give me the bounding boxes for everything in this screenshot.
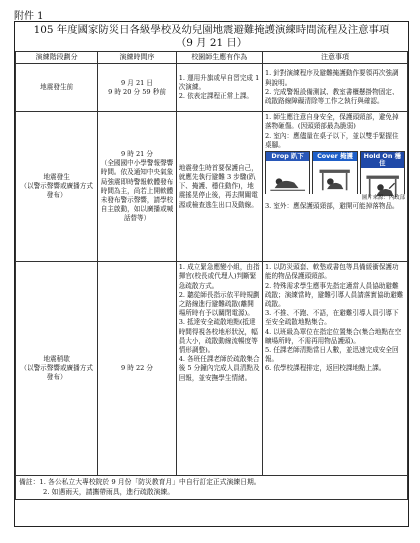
note-item: 6. 依學校課程排定，返回校課地點上課。 xyxy=(264,364,386,373)
table-header-row xyxy=(16,52,408,64)
remarks-cell xyxy=(16,476,408,500)
time-cell: 9 時 22 分 xyxy=(98,262,176,476)
actions-cell: 地震發生時首要保護自己，就應先執行避難 3 步驟(趴下、掩護、穩住動作)，地震搖晃停止後，再去開關電源或檢查逃生出口及動線。 xyxy=(176,112,262,262)
drop-cover-hold-illustration xyxy=(265,151,405,194)
actions-cell: 1. 成立緊急應變小組，由指揮官(校長或代理人)判斷緊急疏散方式。 2. 聽從師長指示依平時規劃之路線進行避難疏散(離開場所時有予以關閉電源)。 3. 抵達安全疏散地點(抵達時間得視各校地形狀況，幅員大小，疏散動線流暢度等情形調整)。 4. 各班任課老師於疏散集合後 5 分鐘內完成人員清點及回報，並安撫學生情緒。 xyxy=(176,262,262,476)
table-row xyxy=(16,64,408,112)
note-item: 3. 不推、不跑、不語，在避難引導人員引導下至安全疏散地點集合。 xyxy=(264,309,399,327)
cover-icon xyxy=(313,161,356,194)
actions-cell: 1. 運用升旗或早自習完成 1 次演練。 2. 依表定課程正常上課。 xyxy=(176,64,262,112)
table-row xyxy=(16,262,408,476)
document-frame xyxy=(14,21,409,527)
stage-cell: 地震發生前 xyxy=(16,64,98,112)
note-item: 2. 完成警報設備測試、教室書櫃懸掛物固定、疏散路線障礙清除等工作之執行與確認。 xyxy=(264,87,399,105)
drop-panel xyxy=(265,151,310,194)
note-item: 1. 針對演練程序及避難掩護動作要領再次強調與說明。 xyxy=(264,69,399,87)
cover-label: Cover 掩護 xyxy=(313,152,356,161)
note-item: 2. 室內：應儘量在桌子以下，並以雙手緊握住桌腳。 xyxy=(264,131,399,149)
time-cell: 9 時 21 分 （全國國中小學警報聲響時間。依及通知中央氣象局強震即時警報軟體發布時間為主，尚若上開軟體未發布警示聲響，請學校自主啟動，如以廣播或喊話替等） xyxy=(98,112,176,262)
header-notes: 注意事項 xyxy=(262,52,407,64)
note-item: 3. 室外：應保護頭頸部，避開可能掉落物品。 xyxy=(264,202,399,211)
note-item: 1. 師生應注意自身安全，保護頭頸部，避免掉落物砸傷。(因頭頸部最為脆弱) xyxy=(264,113,399,131)
remark-line: 2. 如遇雨天，請攜帶雨具，進行疏散演練。 xyxy=(43,487,174,496)
image-credit: 圖片來源：內政部 xyxy=(361,195,405,202)
hold-on-panel xyxy=(360,151,405,194)
cover-panel xyxy=(312,151,357,194)
hold-on-label: Hold On 穩住 xyxy=(361,152,404,168)
table-row xyxy=(16,112,408,262)
drill-schedule-table xyxy=(15,51,408,500)
header-actions: 校園師生應有作為 xyxy=(176,52,262,64)
header-stage: 演練階段劃分 xyxy=(16,52,98,64)
drop-icon xyxy=(266,161,309,194)
remarks-row xyxy=(16,476,408,500)
note-item: 4. 以班級為單位在指定位置集合(集合地點在空曠場所時，不需再用物品護頭)。 xyxy=(264,327,402,345)
attachment-label: 附件 1 xyxy=(14,11,44,22)
time-cell: 9 月 21 日 9 時 20 分 59 秒前 xyxy=(98,64,176,112)
drop-label: Drop 趴下 xyxy=(266,152,309,161)
notes-cell xyxy=(262,262,407,476)
document-date: （9 月 21 日） xyxy=(175,37,248,49)
remark-line: 備註：1. 各公私立大專校院於 9 月份「防災教育月」中自行訂定正式演練日期。 xyxy=(19,478,261,487)
note-item: 2. 特殊需求學生應事先指定適當人員協助避難疏散；演練當時，避難引導人員請落實協助避難疏散。 xyxy=(264,281,404,309)
note-item: 1. 以防災頭套、軟墊或書包等具備緩衝保護功能的物品保護頭頸部。 xyxy=(264,263,399,281)
notes-cell xyxy=(262,64,407,112)
stage-cell: 地震稍歇 （以警示聲響或廣播方式發布） xyxy=(16,262,98,476)
note-item: 5. 任課老師清點當日人數，並迅速完成安全回報。 xyxy=(264,346,399,364)
notes-cell xyxy=(262,112,407,262)
document-title: 105 年度國家防災日各級學校及幼兒園地震避難掩護演練時間流程及注意事項 xyxy=(33,24,390,36)
header-time: 演練時間序 xyxy=(98,52,176,64)
stage-cell: 地震發生 （以警示聲響或廣播方式發布） xyxy=(16,112,98,262)
